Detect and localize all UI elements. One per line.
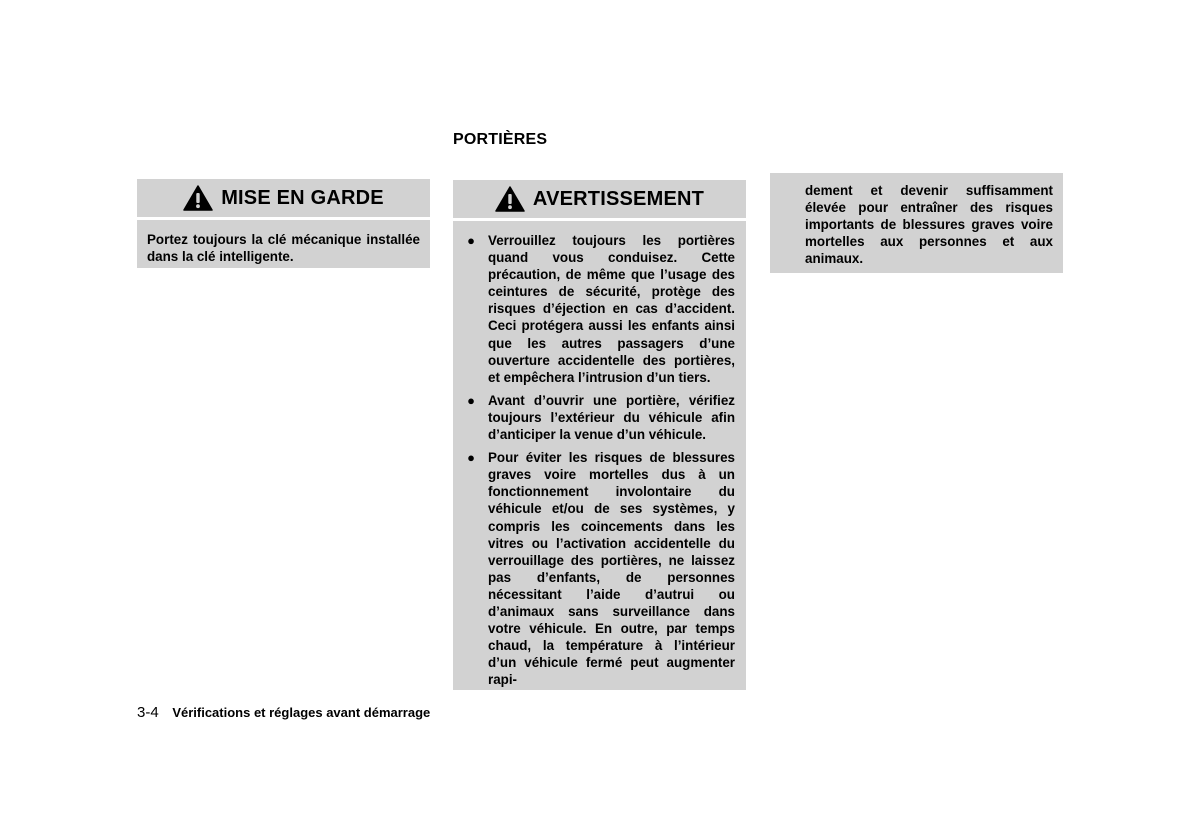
section-title: PORTIÈRES [453, 131, 548, 148]
list-item-text: Avant d’ouvrir une portière, vérifiez toujours l’extérieur du véhicule afin d’anticiper la venue d’un véhicule. [488, 392, 735, 443]
caution-box [137, 179, 430, 268]
warning-box [453, 180, 746, 690]
page-number: 3-4 [137, 704, 159, 721]
list-item-text: Verrouillez toujours les portières quand vous conduisez. Cette précaution, de même que l’usage des ceintures de sécurité, protège des risques d’éjection en cas d’accident. Ceci protégera aussi les enfants ainsi que les autres passagers d’une ouverture accidentelle des portières, et empêchera l’intrusion d’un tiers. [488, 233, 735, 385]
warning-header-text: AVERTISSEMENT [532, 187, 705, 210]
warning-triangle-icon [495, 186, 525, 212]
caution-body: Portez toujours la clé mécanique installée dans la clé intelligente. [147, 232, 420, 265]
warning-body [453, 221, 746, 688]
warning-continuation-text: dement et devenir suffisamment élevée pour entraîner des risques importants de blessures graves voire mortelles aux personnes et aux animaux. [805, 183, 1053, 267]
bullet-icon: ● [467, 450, 475, 466]
warning-continuation-box [770, 173, 1063, 273]
list-item [464, 449, 735, 688]
list-item [464, 392, 735, 443]
bullet-icon: ● [467, 233, 475, 248]
warning-triangle-icon [183, 185, 213, 211]
page-footer [137, 704, 430, 721]
caution-header-text: MISE EN GARDE [221, 186, 384, 209]
list-item-text: Pour éviter les risques de blessures graves voire mortelles dus à un fonctionnement involontaire du véhicule et/ou de ses systèmes, y compris les coincements dans les vitres ou l’activation accidentelle du verrouillage des portières, ne laissez pas d’enfants, de personnes nécessitant l’aide d’autrui ou d’animaux sans surveillance dans votre véhicule. En outre, par temps chaud, la température à l’intérieur d’un véhicule fermé peut augmenter rapi- [488, 450, 735, 688]
warning-list [464, 232, 735, 688]
chapter-title: Vérifications et réglages avant démarrage [172, 705, 431, 720]
caution-header [137, 179, 430, 220]
bullet-icon: ● [467, 392, 475, 408]
list-item [464, 232, 735, 386]
warning-header [453, 180, 746, 221]
